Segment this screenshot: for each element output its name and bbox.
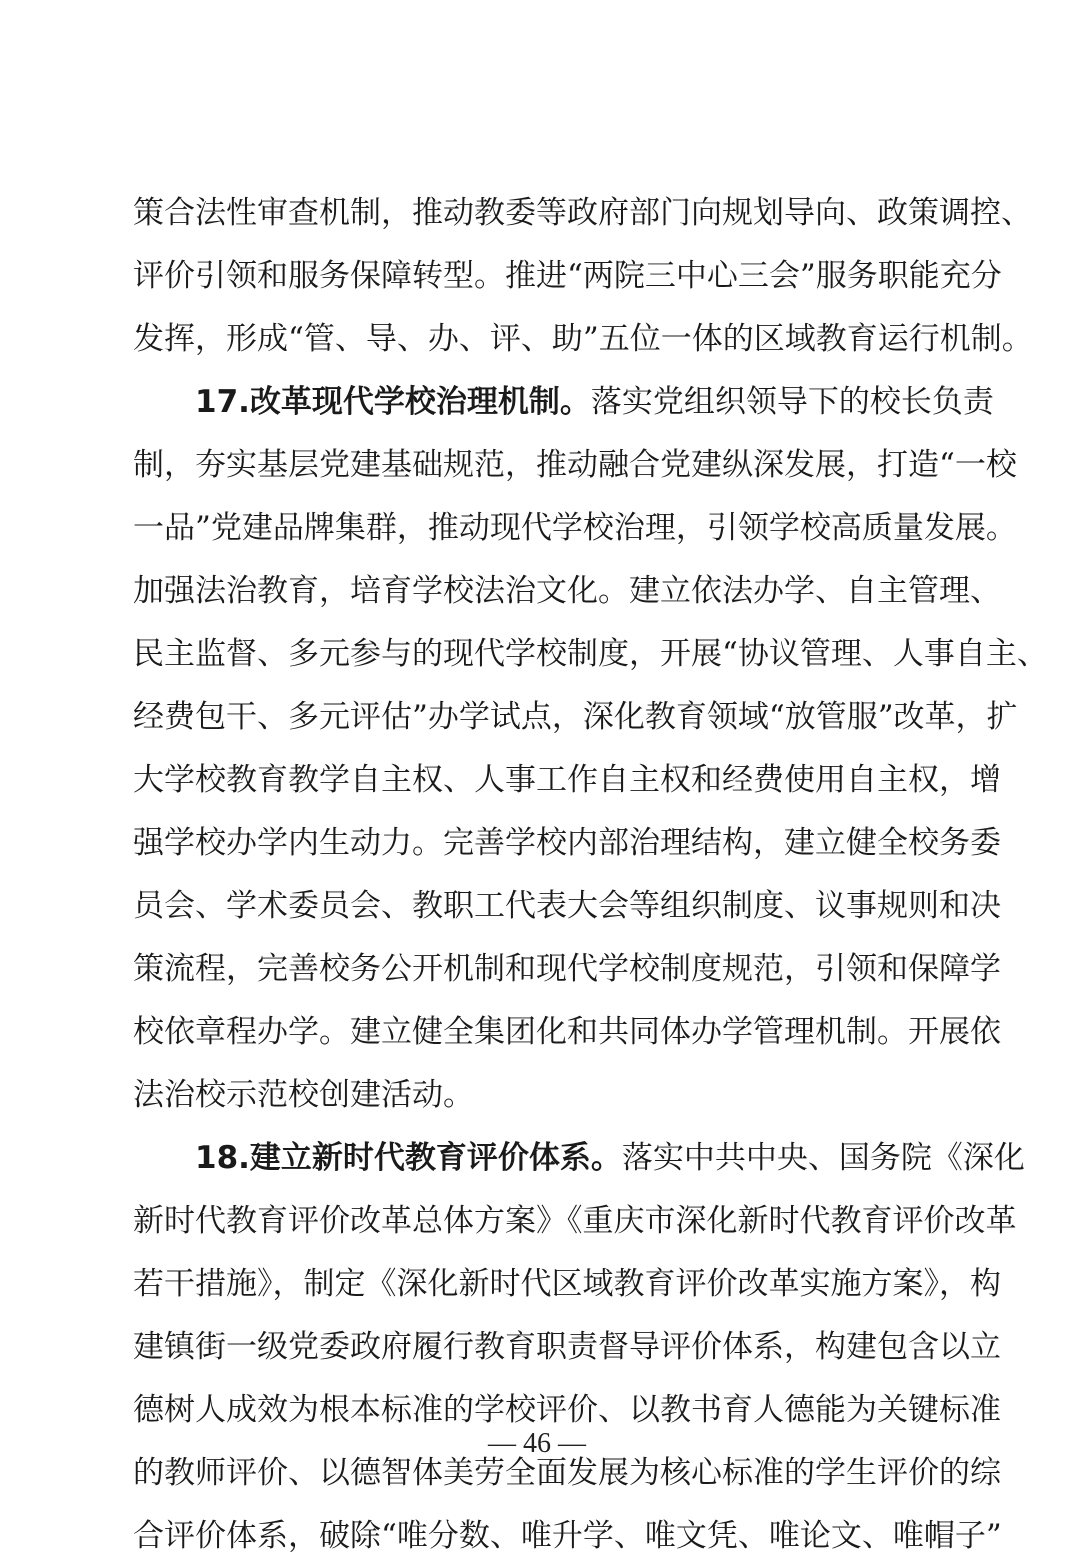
- paragraph-line: 策合法性审查机制，推动教委等政府部门向规划导向、政策调控、: [133, 195, 1032, 231]
- section-18-first-line-text: 落实中共中央、国务院《深化: [621, 1140, 1025, 1176]
- section-18-line: 合评价体系，破除“唯分数、唯升学、唯文凭、唯论文、唯帽子”: [133, 1518, 1002, 1554]
- section-17-line: 大学校教育教学自主权、人事工作自主权和经费使用自主权，增: [133, 762, 1001, 798]
- section-18-line: 若干措施》，制定《深化新时代区域教育评价改革实施方案》，构: [133, 1266, 1001, 1302]
- body-text: [133, 182, 1048, 1568]
- paragraph-line: 评价引领和服务保障转型。推进“两院三中心三会”服务职能充分: [133, 258, 1002, 294]
- section-17-line: 经费包干、多元评估”办学试点，深化教育领域“放管服”改革，扩: [133, 699, 1018, 735]
- section-18-line: 新时代教育评价改革总体方案》《重庆市深化新时代教育评价改革: [133, 1203, 1017, 1239]
- section-17-line: 民主监督、多元参与的现代学校制度，开展“协议管理、人事自主、: [133, 636, 1048, 672]
- section-17-line: 员会、学术委员会、教职工代表大会等组织制度、议事规则和决: [133, 888, 1001, 924]
- section-17-line: 校依章程办学。建立健全集团化和共同体办学管理机制。开展依: [133, 1014, 1001, 1050]
- section-17-line: 强学校办学内生动力。完善学校内部治理结构，建立健全校务委: [133, 825, 1001, 861]
- section-17-line: 法治校示范校创建活动。: [133, 1077, 474, 1113]
- section-17-line: 加强法治教育，培育学校法治文化。建立依法办学、自主管理、: [133, 573, 1001, 609]
- section-18-line: 建镇街一级党委政府履行教育职责督导评价体系，构建包含以立: [133, 1329, 1001, 1365]
- section-18-line: 德树人成效为根本标准的学校评价、以教书育人德能为关键标准: [133, 1392, 1001, 1428]
- section-18-heading: 18.建立新时代教育评价体系。: [195, 1140, 622, 1176]
- section-17-first-line-text: 落实党组织领导下的校长负责: [590, 384, 994, 420]
- page-number: — 46 —: [488, 1428, 586, 1459]
- section-18-first-line: [133, 1127, 1025, 1190]
- section-17-line: 一品”党建品牌集群，推动现代学校治理，引领学校高质量发展。: [133, 510, 1017, 546]
- section-17-line: 策流程，完善校务公开机制和现代学校制度规范，引领和保障学: [133, 951, 1001, 987]
- paragraph-line: 发挥，形成“管、导、办、评、助”五位一体的区域教育运行机制。: [133, 321, 1033, 357]
- section-17-heading: 17.改革现代学校治理机制。: [195, 384, 591, 420]
- section-17-line: 制，夯实基层党建基础规范，推动融合党建纵深发展，打造“一校: [133, 447, 1017, 483]
- section-17-first-line: [133, 371, 994, 434]
- section-18-line: 的教师评价、以德智体美劳全面发展为核心标准的学生评价的综: [133, 1455, 1001, 1491]
